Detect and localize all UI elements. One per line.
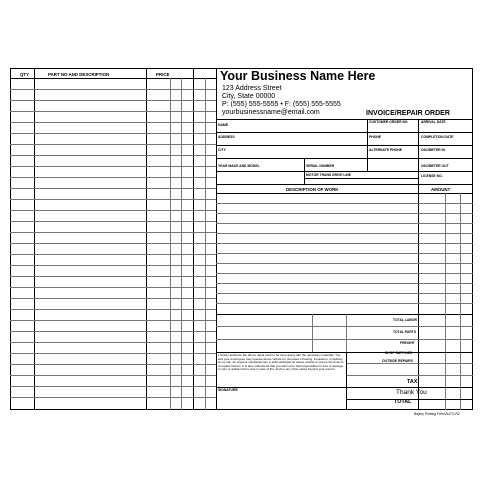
alternate-phone-label: ALTERNATE PHONE xyxy=(369,148,403,152)
odometer-in-label: ODOMETER IN xyxy=(421,148,445,152)
form-title: INVOICE/REPAIR ORDER xyxy=(366,110,450,117)
phone-label: PHONE xyxy=(369,135,382,139)
thank-you-label: Thank You xyxy=(396,389,427,396)
customer-order-no-label: CUSTOMER ORDER NO. xyxy=(369,120,409,124)
address-label: ADDRESS xyxy=(218,135,235,139)
license-no-label: LICENSE NO. xyxy=(421,174,443,178)
outside-repairs-label: OUTSIDE REPAIRS xyxy=(382,359,413,363)
authorization-text: I hereby authorize the above repair work to be done along with the necessary materials. You and your employees may operate above vehicle for purposes of testing, inspection, or delivery at my risk. An express mechanics lien is acknowledged on above vehicle to secure the amount of repairs thereto. It is also understood that you will not be held responsible for loss or damage to cars or articles left in cars in case of fire, theft or any other cause beyond your control. xyxy=(218,353,344,372)
shop-supplies-label: SHOP SUPPLIES xyxy=(385,351,413,355)
qty-header: QTY xyxy=(20,72,30,77)
tax-label: TAX xyxy=(407,379,418,385)
odometer-out-label: ODOMETER OUT xyxy=(421,164,449,168)
freight-label: FREIGHT xyxy=(400,341,415,345)
motor-trans-drive-label: MOTOR TRANS DRIVE LINE xyxy=(306,173,352,177)
description-of-work-header: DESCRIPTION OF WORK xyxy=(286,187,339,192)
business-phone-fax: P: (555) 555-5555 • F: (555) 555-5555 xyxy=(222,101,341,108)
business-address-line2: City, State 00000 xyxy=(222,93,276,100)
part-description-header: PART NO AND DESCRIPTION xyxy=(48,72,110,77)
business-name: Your Business Name Here xyxy=(220,69,376,83)
signature-label: SIGNATURE xyxy=(218,388,238,392)
left-parts-table xyxy=(10,68,216,410)
arrival-date-label: ARRIVAL DATE xyxy=(421,120,446,124)
business-email: yourbusinessname@email.com xyxy=(222,109,320,116)
price-header: PRICE xyxy=(156,72,170,77)
business-address-line1: 123 Address Street xyxy=(222,85,282,92)
total-parts-label: TOTAL PARTS xyxy=(393,330,417,334)
serial-number-label: SERIAL NUMBER xyxy=(306,164,335,168)
name-label: NAME xyxy=(218,123,228,127)
total-labor-label: TOTAL LABOR xyxy=(393,318,417,322)
amount-header: AMOUNT xyxy=(431,187,451,192)
city-label: CITY xyxy=(218,148,226,152)
total-label: TOTAL xyxy=(394,399,412,405)
form-footer: Bayley Printing Form AUTO-R2 xyxy=(414,412,460,416)
year-make-model-label: YEAR MAKE AND MODEL xyxy=(218,164,260,168)
completion-date-label: COMPLETION DATE xyxy=(421,135,454,139)
